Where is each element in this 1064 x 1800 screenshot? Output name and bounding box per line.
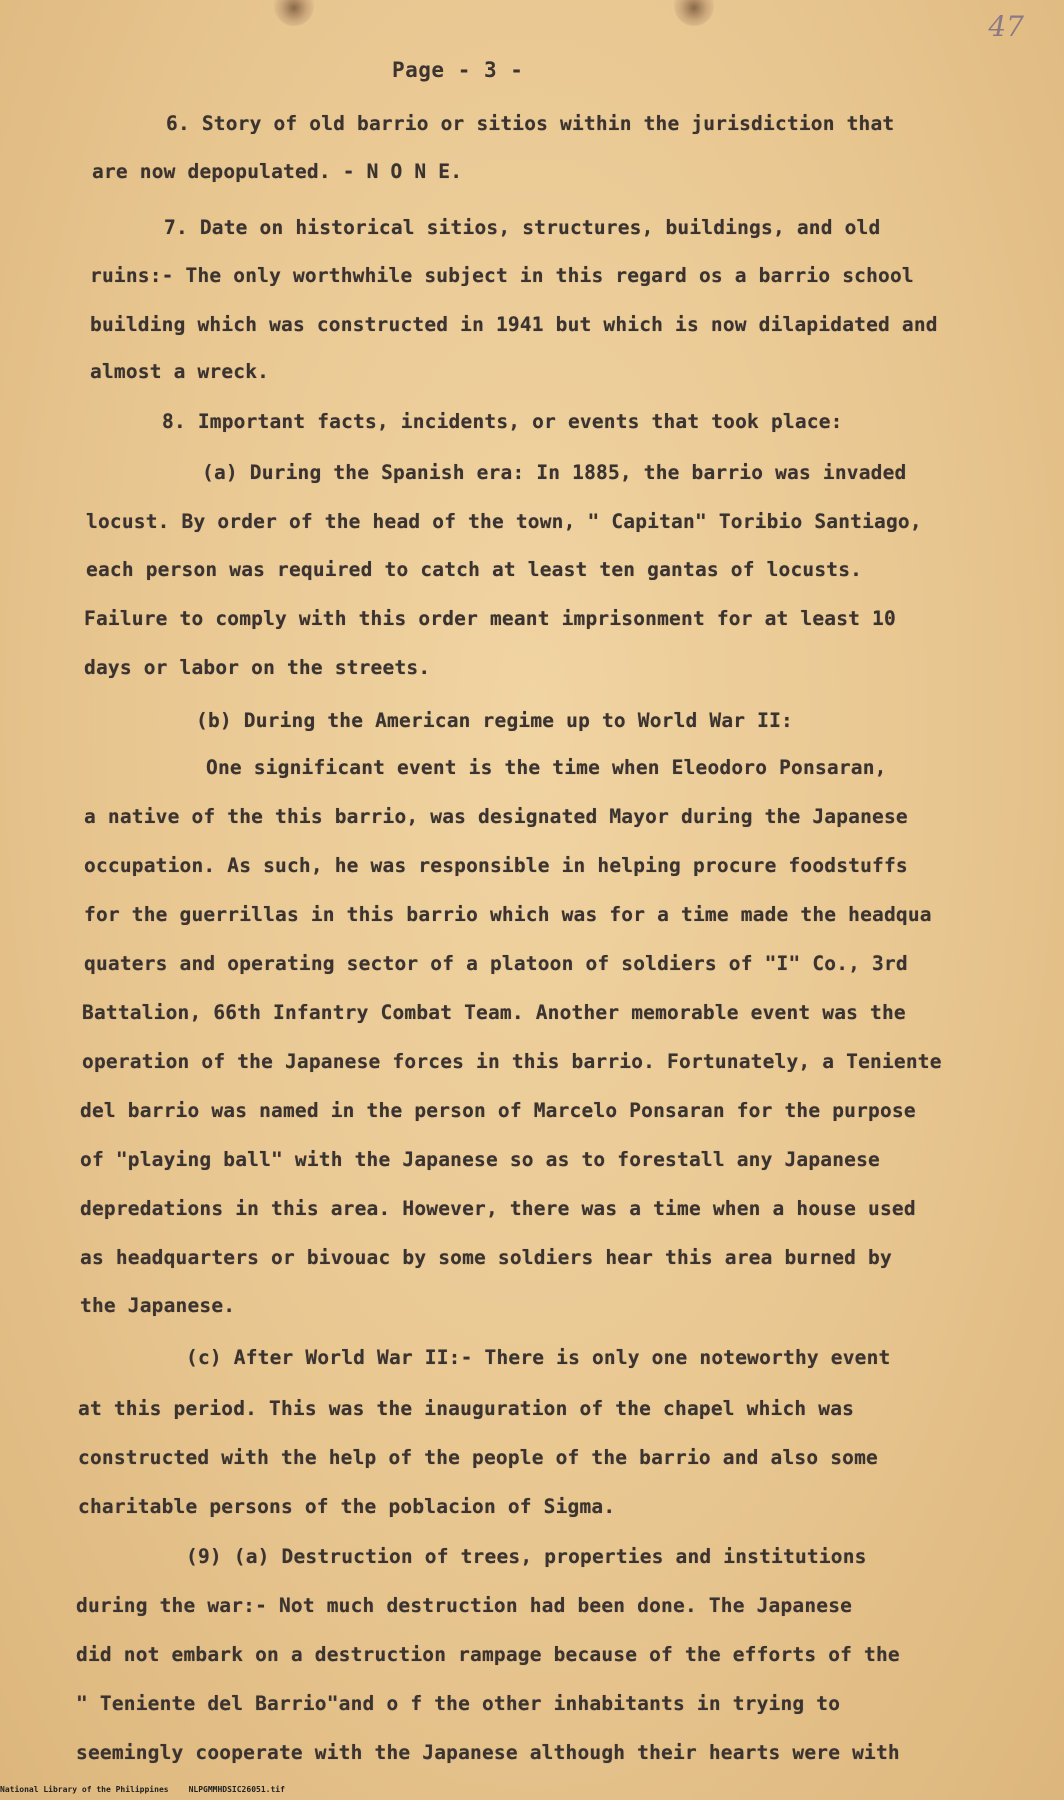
- text-line: " Teniente del Barrio"and o f the other inhabitants in trying to: [76, 1692, 841, 1715]
- text-line: del barrio was named in the person of Marcelo Ponsaran for the purpose: [80, 1099, 916, 1122]
- punch-hole: [274, 0, 314, 26]
- page-header: Page - 3 -: [392, 58, 524, 82]
- text-line: constructed with the help of the people of the barrio and also some: [78, 1446, 878, 1469]
- text-line: depredations in this area. However, there was a time when a house used: [80, 1197, 916, 1220]
- text-line: ruins:- The only worthwhile subject in this regard os a barrio school: [90, 264, 914, 287]
- text-line: Failure to comply with this order meant imprisonment for at least 10: [84, 607, 896, 630]
- text-line: One significant event is the time when Eleodoro Ponsaran,: [206, 756, 887, 779]
- text-line: are now depopulated. - N O N E.: [92, 160, 463, 183]
- text-line: days or labor on the streets.: [84, 656, 431, 679]
- text-line: building which was constructed in 1941 but which is now dilapidated and: [90, 313, 938, 336]
- footer-library: National Library of the Philippines: [0, 1785, 169, 1794]
- text-line: occupation. As such, he was responsible in helping procure foodstuffs: [84, 854, 908, 877]
- handwritten-page-number: 47: [988, 10, 1024, 43]
- text-line: (b) During the American regime up to World War II:: [196, 709, 793, 732]
- text-line: (c) After World War II:- There is only one noteworthy event: [186, 1346, 891, 1369]
- text-line: quaters and operating sector of a platoon of soldiers of "I" Co., 3rd: [84, 952, 908, 975]
- punch-hole: [674, 0, 714, 26]
- text-line: seemingly cooperate with the Japanese although their hearts were with: [76, 1741, 900, 1764]
- text-line: the Japanese.: [80, 1294, 236, 1317]
- text-line: locust. By order of the head of the town, " Capitan" Toribio Santiago,: [86, 510, 922, 533]
- text-line: (a) During the Spanish era: In 1885, the barrio was invaded: [202, 461, 907, 484]
- footer-file: NLPGMMHDSIC26051.tif: [188, 1785, 285, 1794]
- text-line: 6. Story of old barrio or sitios within the jurisdiction that: [166, 112, 895, 135]
- text-line: 8. Important facts, incidents, or events that took place:: [162, 410, 843, 433]
- text-line: each person was required to catch at least ten gantas of locusts.: [86, 558, 863, 581]
- text-line: operation of the Japanese forces in this barrio. Fortunately, a Teniente: [82, 1050, 942, 1073]
- text-line: a native of the this barrio, was designated Mayor during the Japanese: [84, 805, 908, 828]
- text-line: for the guerrillas in this barrio which was for a time made the headqua: [84, 903, 932, 926]
- text-line: as headquarters or bivouac by some soldiers hear this area burned by: [80, 1246, 892, 1269]
- text-line: 7. Date on historical sitios, structures, buildings, and old: [164, 216, 881, 239]
- scan-footer: [0, 1785, 305, 1794]
- text-line: at this period. This was the inauguration of the chapel which was: [78, 1397, 855, 1420]
- text-line: Battalion, 66th Infantry Combat Team. Another memorable event was the: [82, 1001, 906, 1024]
- text-line: (9) (a) Destruction of trees, properties and institutions: [186, 1545, 867, 1568]
- text-line: did not embark on a destruction rampage because of the efforts of the: [76, 1643, 900, 1666]
- text-line: almost a wreck.: [90, 360, 270, 383]
- text-line: during the war:- Not much destruction had been done. The Japanese: [76, 1594, 853, 1617]
- text-line: of "playing ball" with the Japanese so as to forestall any Japanese: [80, 1148, 880, 1171]
- text-line: charitable persons of the poblacion of Sigma.: [78, 1495, 616, 1518]
